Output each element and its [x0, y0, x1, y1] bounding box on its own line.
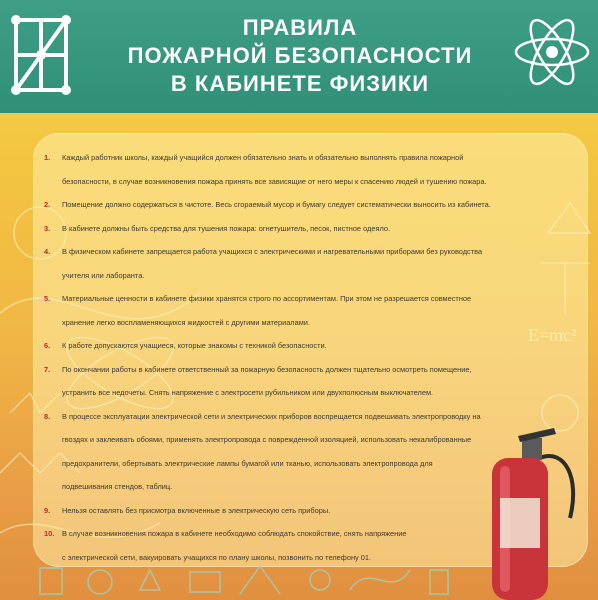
rule-text-line: Каждый работник школы, каждый учащийся должен обязательно знать и обязательно выполнять правила пожарной [62, 153, 464, 162]
rule-text-line: с электрической сети, вакуировать учащихся по плану школы, позвонить по телефону 01. [62, 552, 372, 562]
atom-icon [512, 12, 592, 92]
rule-number: 6. [44, 341, 51, 350]
rule-text-line: В случае возникновения пожара в кабинете необходимо соблюдать спокойствие, снять напряжение [62, 529, 407, 538]
rule-number: 1. [44, 153, 51, 162]
title-line-1: ПРАВИЛА [242, 15, 358, 40]
header [0, 0, 598, 113]
rule-text-line: Помещение должно содержаться в чистоте. Весь сгораемый мусор и бумагу следует систематически выносить из кабинета. [62, 200, 491, 209]
molecule-cube-icon [8, 10, 74, 98]
rule-number: 4. [44, 247, 51, 256]
rule-text-line: Материальные ценности в кабинете физики хранятся строго по ассортиментам. При этом не разрешается совместное [62, 294, 472, 303]
rule-text-line: безопасности, в случае возникновения пожара принять все зависящие от него меры к спасению людей и тушению пожара. [62, 176, 487, 186]
rule-text-line: В кабинете должны быть средства для тушения пожара: огнетушитель, песок, пистное одеяло. [62, 223, 391, 233]
rule-text-line: предохранители, обертывать электрические лампы бумагой или тканью, использовать электропровода для [62, 458, 433, 468]
rule-item [44, 146, 574, 193]
rule-number: 9. [44, 505, 51, 515]
rule-item [44, 193, 574, 217]
rule-item [44, 334, 574, 358]
rule-number: 5. [44, 294, 51, 303]
rule-number: 10. [44, 529, 55, 538]
rule-number: 2. [44, 200, 51, 209]
rule-item [44, 240, 574, 287]
page-title [95, 14, 505, 98]
rule-text-line: По окончании работы в кабинете ответственный за пожарную безопасность должен тщательно осмотреть помещение, [62, 364, 472, 374]
rule-text-line: подвешивания стендов, таблиц. [62, 482, 173, 491]
rule-item [44, 287, 574, 334]
rule-number: 3. [44, 223, 51, 233]
rule-text-line: В физическом кабинете запрещается работа учащихся с электрическими и нагревательными приборами без руководства [62, 247, 483, 256]
title-line-3: В КАБИНЕТЕ ФИЗИКИ [170, 71, 430, 96]
rule-text-line: устранить все недочеты. Снять напряжение с электросети рубильником или двухполюсным выключателем. [62, 388, 434, 397]
rule-text-line: В процессе эксплуатации электрической сети и электрических приборов воспрещается подвешивать электропроводку на [62, 411, 481, 421]
rule-text-line: гвоздях и заклеивать обоями, применять электропровода с поврежденной изоляцией, использовать некалиброванные [62, 435, 472, 444]
rule-item [44, 217, 574, 241]
rule-text-line: учителя или лаборанта. [62, 270, 145, 280]
rule-number: 8. [44, 411, 51, 421]
title-line-2: ПОЖАРНОЙ БЕЗОПАСНОСТИ [127, 43, 473, 68]
rule-item [44, 358, 574, 405]
rule-text-line: К работе допускаются учащиеся, которые знакомы с техникой безопасности. [62, 341, 327, 350]
rule-text-line: Нельзя оставлять без присмотра включенные в электрическую сеть приборы. [62, 505, 331, 515]
rule-text-line: хранение легко воспламеняющихся жидкостей с другими материалами. [62, 317, 310, 327]
bottom-doodle-strip [0, 560, 598, 600]
rule-number: 7. [44, 364, 51, 374]
